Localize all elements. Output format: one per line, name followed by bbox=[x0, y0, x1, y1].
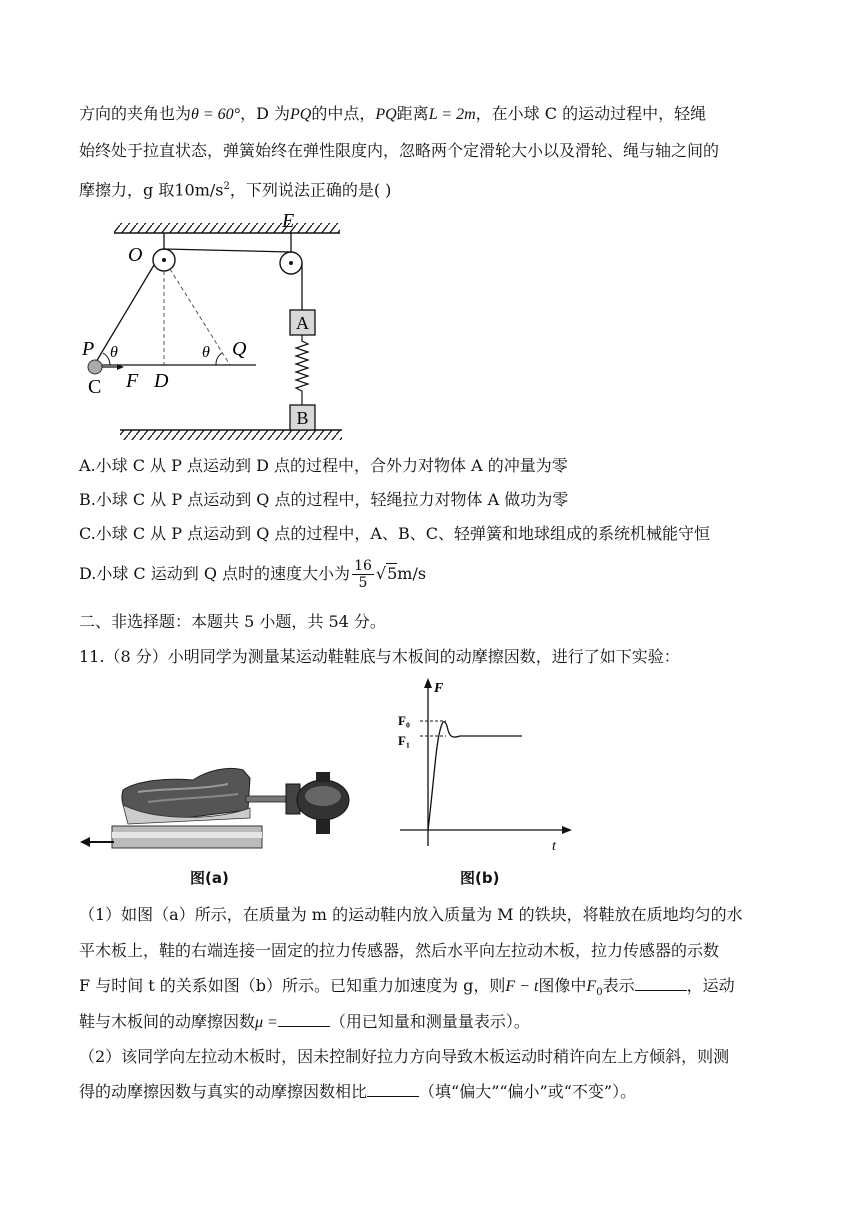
intro-text: ，下列说法正确的是( ) bbox=[229, 180, 392, 200]
pulley-spring-diagram bbox=[80, 205, 360, 445]
connector-rod bbox=[246, 796, 286, 802]
exponent: 2 bbox=[223, 181, 230, 192]
ft-expression: F − t bbox=[505, 978, 539, 995]
label-theta: θ bbox=[202, 344, 210, 361]
label-t-axis: t bbox=[552, 839, 556, 854]
part1-text: （用已知量和测量量表示）。 bbox=[329, 1012, 530, 1031]
part1-line-1: （1）如图（a）所示，在质量为 m 的运动鞋内放入质量为 M 的铁块，将鞋放在质地均匀的水 bbox=[79, 905, 743, 924]
intro-text: 方向的夹角也为 bbox=[79, 104, 192, 123]
ball-c bbox=[88, 360, 102, 374]
section-heading: 二、非选择题：本题共 5 小题，共 54 分。 bbox=[79, 612, 386, 631]
question-intro-line-3 bbox=[79, 177, 391, 200]
option-b: B.小球 C 从 P 点运动到 Q 点的过程中，轻绳拉力对物体 A 做功为零 bbox=[79, 490, 569, 509]
label-b: B bbox=[296, 408, 309, 428]
question-intro-line-1 bbox=[79, 104, 706, 125]
label-e: E bbox=[282, 210, 295, 232]
fraction-numerator: 16 bbox=[354, 558, 372, 574]
label-f-axis: F bbox=[434, 681, 444, 696]
part1-text: 表示 bbox=[602, 976, 635, 995]
force-time-graph bbox=[394, 674, 574, 854]
fraction-denominator: 5 bbox=[358, 575, 368, 591]
answer-blank[interactable] bbox=[367, 1082, 419, 1097]
intro-text: ，D 为 bbox=[240, 104, 290, 123]
label-f0: F₀ bbox=[398, 713, 410, 728]
part1-line-4 bbox=[79, 1012, 530, 1033]
part1-text: F 与时间 t 的关系如图（b）所示。已知重力加速度为 g，则 bbox=[79, 976, 506, 995]
rope-top bbox=[164, 249, 291, 252]
intro-text: 的中点， bbox=[311, 104, 376, 123]
unit: m/s bbox=[397, 564, 427, 583]
label-theta: θ bbox=[110, 344, 118, 361]
part1-line-2: 平木板上，鞋的右端连接一固定的拉力传感器，然后水平向左拉动木板，拉力传感器的示数 bbox=[79, 941, 720, 960]
part1-line-3 bbox=[79, 976, 735, 1003]
theta-value: θ = 60° bbox=[191, 106, 241, 123]
segment-pq: PQ bbox=[290, 106, 312, 123]
sensor-top bbox=[316, 772, 330, 782]
question-intro-line-2: 始终处于拉直状态，弹簧始终在弹性限度内，忽略两个定滑轮大小以及滑轮、绳与轴之间的 bbox=[79, 141, 720, 160]
segment-pq: PQ bbox=[375, 106, 397, 123]
figure-a-caption: 图(a) bbox=[190, 869, 229, 887]
label-f1: F₁ bbox=[398, 733, 410, 748]
part1-text: 鞋与木板间的动摩擦因数 bbox=[79, 1012, 256, 1031]
part2-line-2 bbox=[79, 1082, 636, 1102]
sqrt-symbol: √ bbox=[375, 564, 387, 583]
shoe-photo-figure bbox=[78, 760, 368, 855]
spring bbox=[296, 335, 308, 405]
label-d: D bbox=[154, 370, 169, 392]
label-f: F bbox=[126, 370, 139, 392]
figure-b-caption: 图(b) bbox=[460, 869, 500, 887]
option-c: C.小球 C 从 P 点运动到 Q 点的过程中，A、B、C、轻弹簧和地球组成的系统机械能守恒 bbox=[79, 524, 710, 543]
sqrt-radicand: 5 bbox=[387, 564, 398, 583]
f0-symbol: F bbox=[586, 978, 597, 995]
option-d bbox=[79, 557, 426, 591]
dashed-oq bbox=[170, 269, 230, 365]
part2-text: （填“偏大”“偏小”或“不变”）。 bbox=[419, 1082, 637, 1101]
sensor-mount bbox=[316, 820, 330, 834]
part2-text: 得的动摩擦因数与真实的动摩擦因数相比 bbox=[79, 1082, 368, 1101]
intro-text: 摩擦力，g 取10m/s bbox=[79, 180, 224, 200]
intro-text: ，在小球 C 的运动过程中，轻绳 bbox=[475, 104, 707, 123]
length-value: L = 2m bbox=[428, 106, 476, 123]
label-a: A bbox=[296, 313, 309, 333]
mu-symbol: μ = bbox=[255, 1014, 278, 1031]
label-p: P bbox=[82, 338, 95, 360]
part1-text: ，运动 bbox=[686, 976, 735, 995]
floor-hatch bbox=[120, 430, 342, 440]
intro-text: 距离 bbox=[396, 104, 429, 123]
label-q: Q bbox=[232, 338, 247, 360]
question-11-stem: 11.（8 分）小明同学为测量某运动鞋鞋底与木板间的动摩擦因数，进行了如下实验： bbox=[79, 647, 680, 666]
answer-blank[interactable] bbox=[635, 976, 687, 991]
rope-to-ball bbox=[96, 265, 154, 362]
part1-text: 图像中 bbox=[538, 976, 587, 995]
label-c: C bbox=[88, 376, 102, 398]
ceiling-hatch bbox=[114, 223, 340, 233]
option-d-text: D.小球 C 运动到 Q 点时的速度大小为 bbox=[79, 564, 351, 583]
option-a: A.小球 C 从 P 点运动到 D 点的过程中，合外力对物体 A 的冲量为零 bbox=[79, 456, 568, 475]
fraction bbox=[352, 558, 374, 591]
part2-line-1: （2）该同学向左拉动木板时，因未控制好拉力方向导致木板运动时稍许向左上方倾斜，则测 bbox=[79, 1047, 730, 1066]
force-curve bbox=[428, 722, 522, 830]
label-o: O bbox=[128, 244, 143, 266]
f0-subscript: 0 bbox=[596, 987, 603, 999]
answer-blank[interactable] bbox=[278, 1012, 330, 1027]
